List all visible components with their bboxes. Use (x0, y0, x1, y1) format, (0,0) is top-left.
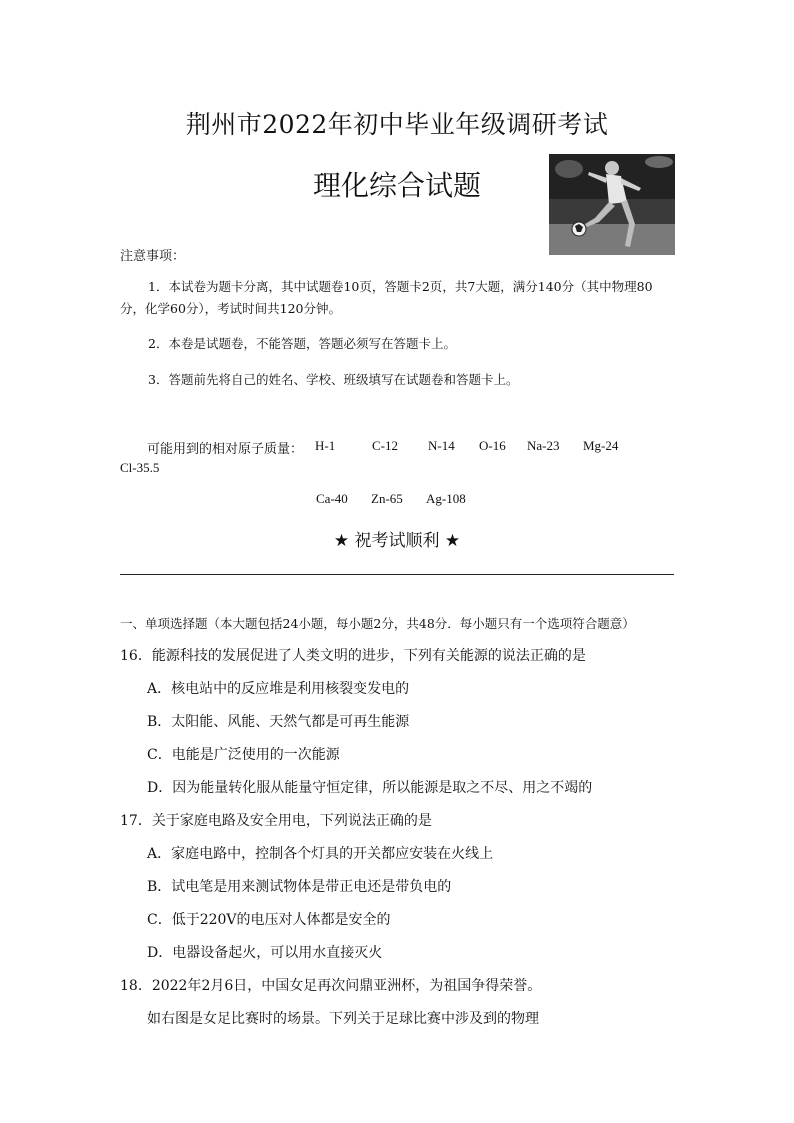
question-17-option-b: B．试电笔是用来测试物体是带正电还是带负电的 (147, 879, 452, 895)
atomic-mass-c: C-12 (372, 438, 398, 453)
exam-subtitle: 理化综合试题 (312, 169, 481, 202)
soccer-player-icon (549, 154, 675, 255)
notice-heading: 注意事项： (120, 249, 186, 264)
atomic-mass-ca: Ca-40 (316, 491, 348, 506)
divider (120, 574, 674, 575)
atomic-mass-label: 可能用到的相对原子质量： (147, 442, 304, 457)
section-heading: 一、单项选择题（本大题包括24小题，每小题2分，共48分．每小题只有一个选项符合题意） (120, 616, 635, 631)
question-18-continuation: 如右图是女足比赛时的场景。下列关于足球比赛中涉及到的物理 (147, 1011, 539, 1027)
notice-item-2: 2．本卷是试题卷，不能答题，答题必须写在答题卡上。 (148, 336, 456, 351)
question-16-stem: 16．能源科技的发展促进了人类文明的进步，下列有关能源的说法正确的是 (120, 648, 586, 664)
question-17-option-c: C．低于220V的电压对人体都是安全的 (147, 912, 391, 928)
atomic-mass-n: N-14 (428, 438, 455, 453)
atomic-mass-cl: Cl-35.5 (120, 460, 160, 475)
exam-title: 荆州市2022年初中毕业年级调研考试 (185, 110, 609, 139)
atomic-mass-h: H-1 (315, 438, 336, 453)
notice-item-3: 3．答题前先将自己的姓名、学校、班级填写在试题卷和答题卡上。 (148, 372, 519, 387)
question-16-option-a: A．核电站中的反应堆是利用核裂变发电的 (147, 681, 410, 697)
question-17-stem: 17．关于家庭电路及安全用电，下列说法正确的是 (120, 813, 432, 829)
question-16-option-c: C．电能是广泛使用的一次能源 (147, 747, 340, 763)
atomic-mass-na: Na-23 (527, 438, 560, 453)
question-17-option-d: D．电器设备起火，可以用水直接灭火 (147, 945, 383, 961)
notice-item-1: 1．本试卷为题卡分离，其中试题卷10页，答题卡2页，共7大题，满分140分（其中物理80分，化学60分），考试时间共120分钟。 (120, 279, 653, 316)
question-18-stem: 18．2022年2月6日，中国女足再次问鼎亚洲杯，为祖国争得荣誉。 (120, 978, 542, 994)
question-17-option-a: A．家庭电路中，控制各个灯具的开关都应安装在火线上 (147, 846, 494, 862)
question-16-option-d: D．因为能量转化服从能量守恒定律，所以能源是取之不尽、用之不竭的 (147, 780, 593, 796)
question-16-option-b: B．太阳能、风能、天然气都是可再生能源 (147, 714, 410, 730)
atomic-mass-zn: Zn-65 (371, 491, 403, 506)
good-luck-banner: ★ 祝考试顺利 ★ (333, 531, 461, 551)
soccer-player-photo (549, 154, 675, 255)
atomic-mass-mg: Mg-24 (583, 438, 619, 453)
atomic-mass-ag: Ag-108 (426, 491, 466, 506)
atomic-mass-o: O-16 (479, 438, 506, 453)
